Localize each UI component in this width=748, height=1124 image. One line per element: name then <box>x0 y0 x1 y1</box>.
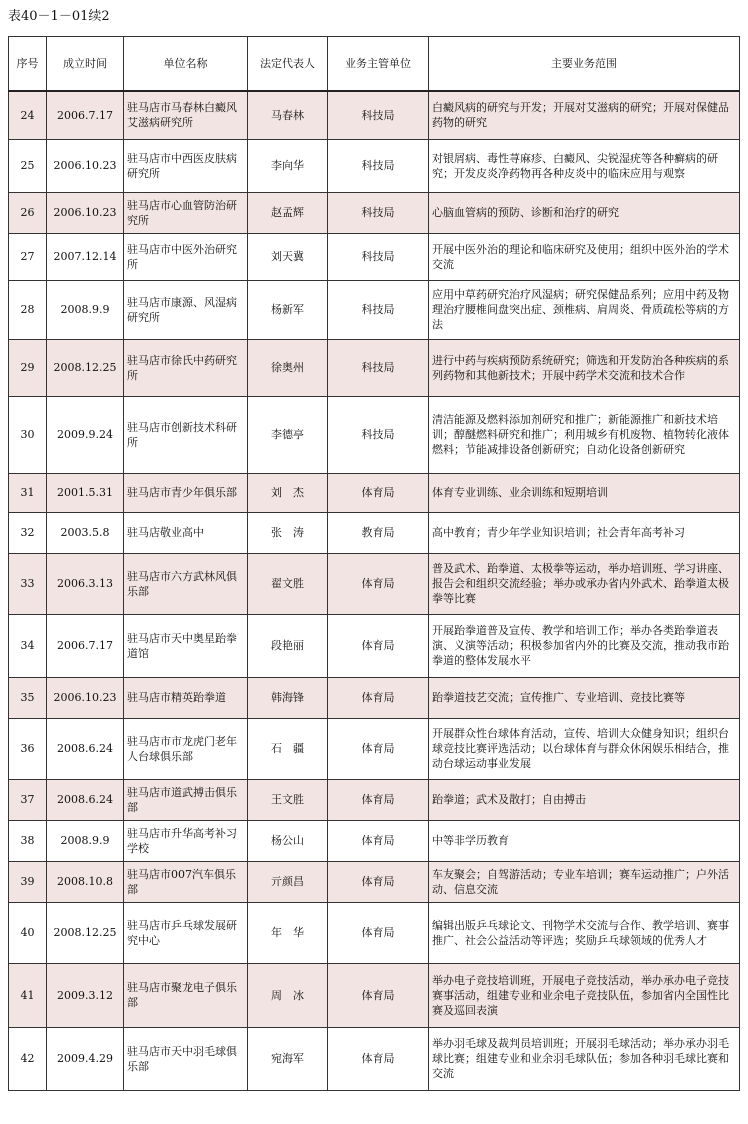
cell-scope: 跆拳道技艺交流；宣传推广、专业培训、竞技比赛等 <box>429 677 740 718</box>
cell-name: 驻马店市心血管防治研究所 <box>124 192 248 233</box>
cell-scope: 开展中医外治的理论和临床研究及使用；组织中医外治的学术交流 <box>429 233 740 280</box>
cell-scope: 高中教育；青少年学业知识培训；社会青年高考补习 <box>429 512 740 553</box>
cell-dept: 科技局 <box>328 280 429 339</box>
cell-rep: 刘 杰 <box>248 473 328 512</box>
cell-no: 38 <box>9 820 47 861</box>
cell-name: 驻马店市康源、风湿病研究所 <box>124 280 248 339</box>
cell-rep: 年 华 <box>248 902 328 963</box>
cell-date: 2006.10.23 <box>47 677 124 718</box>
cell-dept: 科技局 <box>328 339 429 396</box>
cell-date: 2006.10.23 <box>47 192 124 233</box>
cell-name: 驻马店市007汽车俱乐部 <box>124 861 248 902</box>
cell-name: 驻马店市升华高考补习学校 <box>124 820 248 861</box>
table-row <box>9 963 740 1027</box>
cell-scope: 跆拳道；武术及散打；自由搏击 <box>429 779 740 820</box>
cell-rep: 杨公山 <box>248 820 328 861</box>
table-row <box>9 718 740 779</box>
cell-name: 驻马店市天中奥星跆拳道馆 <box>124 614 248 677</box>
header-rep: 法定代表人 <box>248 37 328 92</box>
cell-dept: 体育局 <box>328 963 429 1027</box>
cell-rep: 石 疆 <box>248 718 328 779</box>
cell-name: 驻马店市中西医皮肤病研究所 <box>124 139 248 192</box>
cell-dept: 体育局 <box>328 861 429 902</box>
cell-rep: 李向华 <box>248 139 328 192</box>
table-row <box>9 192 740 233</box>
cell-dept: 体育局 <box>328 718 429 779</box>
cell-dept: 体育局 <box>328 677 429 718</box>
cell-name: 驻马店市天中羽毛球俱乐部 <box>124 1027 248 1090</box>
header-name: 单位名称 <box>124 37 248 92</box>
cell-no: 25 <box>9 139 47 192</box>
cell-name: 驻马店市马春林白癜风艾滋病研究所 <box>124 91 248 139</box>
cell-no: 32 <box>9 512 47 553</box>
table-row <box>9 553 740 614</box>
cell-scope: 举办羽毛球及裁判员培训班；开展羽毛球活动；举办承办羽毛球比赛；组建专业和业余羽毛球队伍；参加各种羽毛球比赛和交流 <box>429 1027 740 1090</box>
table-row <box>9 614 740 677</box>
cell-rep: 宛海军 <box>248 1027 328 1090</box>
cell-name: 驻马店市徐氏中药研究所 <box>124 339 248 396</box>
cell-dept: 科技局 <box>328 233 429 280</box>
cell-name: 驻马店市六方武林风俱乐部 <box>124 553 248 614</box>
organizations-table <box>8 36 740 1091</box>
cell-dept: 体育局 <box>328 820 429 861</box>
cell-rep: 杨新军 <box>248 280 328 339</box>
table-row <box>9 473 740 512</box>
cell-rep: 周 冰 <box>248 963 328 1027</box>
table-row <box>9 779 740 820</box>
cell-rep: 赵孟辉 <box>248 192 328 233</box>
cell-date: 2008.12.25 <box>47 339 124 396</box>
cell-name: 驻马店市中医外治研究所 <box>124 233 248 280</box>
cell-name: 驻马店市道武搏击俱乐部 <box>124 779 248 820</box>
cell-dept: 科技局 <box>328 91 429 139</box>
cell-rep: 段艳丽 <box>248 614 328 677</box>
cell-dept: 科技局 <box>328 192 429 233</box>
cell-name: 驻马店市精英跆拳道 <box>124 677 248 718</box>
cell-scope: 普及武术、跆拳道、太极拳等运动，举办培训班、学习讲座、报告会和组织交流经验；举办或承办省内外武术、跆拳道太极拳等比赛 <box>429 553 740 614</box>
cell-dept: 体育局 <box>328 779 429 820</box>
cell-scope: 清洁能源及燃料添加剂研究和推广；新能源推广和新技术培训；醇醚燃料研究和推广；利用城乡有机废物、植物转化液体燃料；节能减排设备创新研究；自动化设备创新研究 <box>429 396 740 473</box>
table-row <box>9 339 740 396</box>
cell-rep: 翟文胜 <box>248 553 328 614</box>
cell-scope: 白癜风病的研究与开发；开展对艾滋病的研究；开展对保健品药物的研究 <box>429 91 740 139</box>
cell-rep: 马春林 <box>248 91 328 139</box>
cell-date: 2007.12.14 <box>47 233 124 280</box>
cell-scope: 进行中药与疾病预防系统研究；筛选和开发防治各种疾病的系列药物和其他新技术；开展中药学术交流和技术合作 <box>429 339 740 396</box>
cell-rep: 韩海锋 <box>248 677 328 718</box>
cell-dept: 体育局 <box>328 902 429 963</box>
cell-dept: 体育局 <box>328 473 429 512</box>
cell-no: 30 <box>9 396 47 473</box>
cell-date: 2008.9.9 <box>47 820 124 861</box>
cell-date: 2009.4.29 <box>47 1027 124 1090</box>
cell-dept: 科技局 <box>328 139 429 192</box>
cell-date: 2006.7.17 <box>47 614 124 677</box>
table-row <box>9 280 740 339</box>
cell-no: 36 <box>9 718 47 779</box>
cell-scope: 举办电子竞技培训班，开展电子竞技活动，举办承办电子竞技赛事活动，组建专业和业余电子竞技队伍，参加省内全国性比赛及巡回表演 <box>429 963 740 1027</box>
cell-no: 35 <box>9 677 47 718</box>
table-header-row <box>9 37 740 92</box>
table-row <box>9 861 740 902</box>
table-row <box>9 139 740 192</box>
cell-date: 2006.10.23 <box>47 139 124 192</box>
cell-scope: 开展跆拳道普及宣传、教学和培训工作；举办各类跆拳道表演、义演等活动；积极参加省内外的比赛及交流，推动我市跆拳道的整体发展水平 <box>429 614 740 677</box>
cell-no: 24 <box>9 91 47 139</box>
cell-no: 31 <box>9 473 47 512</box>
cell-no: 34 <box>9 614 47 677</box>
cell-date: 2001.5.31 <box>47 473 124 512</box>
table-row <box>9 1027 740 1090</box>
cell-dept: 体育局 <box>328 614 429 677</box>
cell-date: 2008.9.9 <box>47 280 124 339</box>
cell-name: 驻马店市乒乓球发展研究中心 <box>124 902 248 963</box>
table-body <box>9 91 740 1090</box>
cell-no: 40 <box>9 902 47 963</box>
header-no: 序号 <box>9 37 47 92</box>
cell-name: 驻马店市青少年俱乐部 <box>124 473 248 512</box>
cell-no: 29 <box>9 339 47 396</box>
header-scope: 主要业务范围 <box>429 37 740 92</box>
cell-no: 42 <box>9 1027 47 1090</box>
cell-scope: 对银屑病、毒性荨麻疹、白癜风、尖锐湿疣等各种癣病的研究；开发皮炎净药物再各种皮炎中的临床应用与观察 <box>429 139 740 192</box>
cell-dept: 体育局 <box>328 553 429 614</box>
cell-scope: 应用中草药研究治疗风湿病；研究保健品系列；应用中药及物理治疗腰椎间盘突出症、颈椎病、肩周炎、骨质疏松等病的方法 <box>429 280 740 339</box>
cell-rep: 亓颜昌 <box>248 861 328 902</box>
cell-scope: 心脑血管病的预防、诊断和治疗的研究 <box>429 192 740 233</box>
cell-scope: 中等非学历教育 <box>429 820 740 861</box>
header-date: 成立时间 <box>47 37 124 92</box>
cell-no: 26 <box>9 192 47 233</box>
cell-no: 28 <box>9 280 47 339</box>
cell-date: 2009.9.24 <box>47 396 124 473</box>
cell-no: 33 <box>9 553 47 614</box>
cell-date: 2008.6.24 <box>47 718 124 779</box>
table-row <box>9 512 740 553</box>
cell-date: 2008.10.8 <box>47 861 124 902</box>
cell-date: 2008.6.24 <box>47 779 124 820</box>
table-caption: 表40－1－01续2 <box>8 9 110 24</box>
table-row <box>9 91 740 139</box>
cell-no: 27 <box>9 233 47 280</box>
cell-rep: 刘天冀 <box>248 233 328 280</box>
cell-date: 2008.12.25 <box>47 902 124 963</box>
cell-dept: 科技局 <box>328 396 429 473</box>
cell-rep: 徐奥州 <box>248 339 328 396</box>
cell-no: 39 <box>9 861 47 902</box>
cell-name: 驻马店市市龙虎门老年人台球俱乐部 <box>124 718 248 779</box>
cell-rep: 李德亭 <box>248 396 328 473</box>
cell-name: 驻马店市聚龙电子俱乐部 <box>124 963 248 1027</box>
table-row <box>9 677 740 718</box>
cell-scope: 开展群众性台球体育活动，宣传、培训大众健身知识；组织台球竞技比赛评选活动；以台球体育与群众休闲娱乐相结合，推动台球运动事业发展 <box>429 718 740 779</box>
table-row <box>9 820 740 861</box>
table-row <box>9 902 740 963</box>
table-row <box>9 396 740 473</box>
cell-date: 2003.5.8 <box>47 512 124 553</box>
cell-date: 2006.3.13 <box>47 553 124 614</box>
cell-date: 2009.3.12 <box>47 963 124 1027</box>
table-row <box>9 233 740 280</box>
cell-rep: 王文胜 <box>248 779 328 820</box>
cell-dept: 教育局 <box>328 512 429 553</box>
cell-name: 驻马店敬业高中 <box>124 512 248 553</box>
cell-dept: 体育局 <box>328 1027 429 1090</box>
cell-scope: 体育专业训练、业余训练和短期培训 <box>429 473 740 512</box>
cell-name: 驻马店市创新技术科研所 <box>124 396 248 473</box>
cell-date: 2006.7.17 <box>47 91 124 139</box>
header-dept: 业务主管单位 <box>328 37 429 92</box>
cell-scope: 车友聚会；自驾游活动；专业车培训；赛车运动推广；户外活动、信息交流 <box>429 861 740 902</box>
cell-no: 37 <box>9 779 47 820</box>
cell-no: 41 <box>9 963 47 1027</box>
cell-scope: 编辑出版乒乓球论文、刊物学术交流与合作、教学培训、赛事推广、社会公益活动等评选；奖励乒乓球领域的优秀人才 <box>429 902 740 963</box>
cell-rep: 张 涛 <box>248 512 328 553</box>
